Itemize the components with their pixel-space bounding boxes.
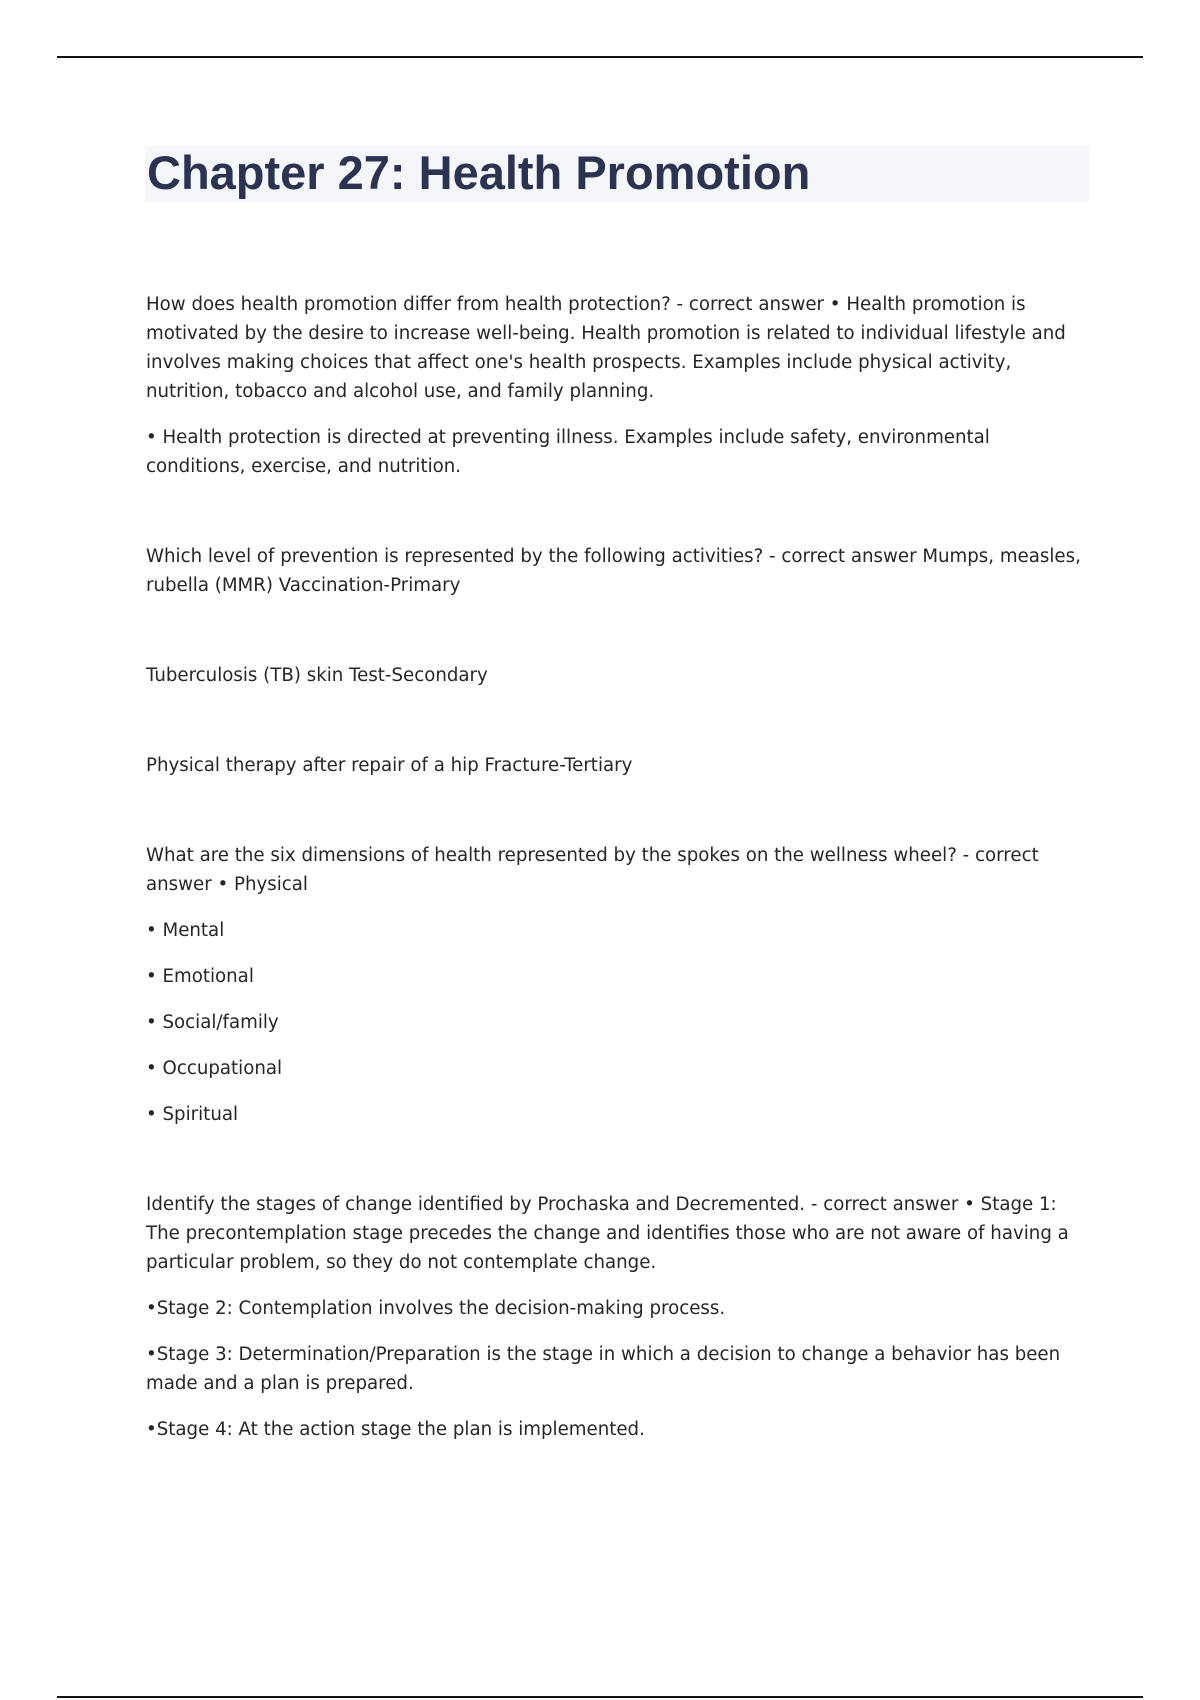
dimension-spiritual: • Spiritual (146, 1104, 239, 1125)
dimension-mental: • Mental (146, 920, 225, 941)
document-body (146, 290, 1090, 1444)
question-stages-of-change: Identify the stages of change identified by Prochaska and Decremented. - correct answer • Stage 1: The precontemplation stage precedes the change and identifies those who are not aware of having a particular problem, so they do not contemplate change. (146, 1194, 1069, 1273)
answer-health-protection: • Health protection is directed at preventing illness. Examples include safety, environmental conditions, exercise, and nutrition. (146, 427, 990, 477)
prevention-tertiary: Physical therapy after repair of a hip Fracture-Tertiary (146, 755, 633, 776)
page-title: Chapter 27: Health Promotion (147, 146, 811, 199)
question-health-promotion: How does health promotion differ from health protection? - correct answer • Health promotion is motivated by the desire to increase well-being. Health promotion is related to individual lifestyle and involves making choices that affect one's health prospects. Examples include physical activity, nutrition, tobacco and alcohol use, and family planning. (146, 294, 1066, 402)
dimension-emotional: • Emotional (146, 966, 254, 987)
question-prevention-level: Which level of prevention is represented by the following activities? - correct answer Mumps, measles, rubella (MMR) Vaccination-Primary (146, 546, 1081, 596)
header-rule (57, 56, 1143, 58)
dimension-occupational: • Occupational (146, 1058, 283, 1079)
dimension-social-family: • Social/family (146, 1012, 279, 1033)
stage-4: •Stage 4: At the action stage the plan is implemented. (146, 1419, 645, 1440)
stage-3: •Stage 3: Determination/Preparation is the stage in which a decision to change a behavior has been made and a plan is prepared. (146, 1344, 1061, 1394)
footer-rule (57, 1696, 1143, 1698)
prevention-secondary: Tuberculosis (TB) skin Test-Secondary (146, 665, 488, 686)
stage-2: •Stage 2: Contemplation involves the decision-making process. (146, 1298, 726, 1319)
question-wellness-wheel: What are the six dimensions of health represented by the spokes on the wellness wheel? - correct answer • Physical (146, 845, 1039, 895)
